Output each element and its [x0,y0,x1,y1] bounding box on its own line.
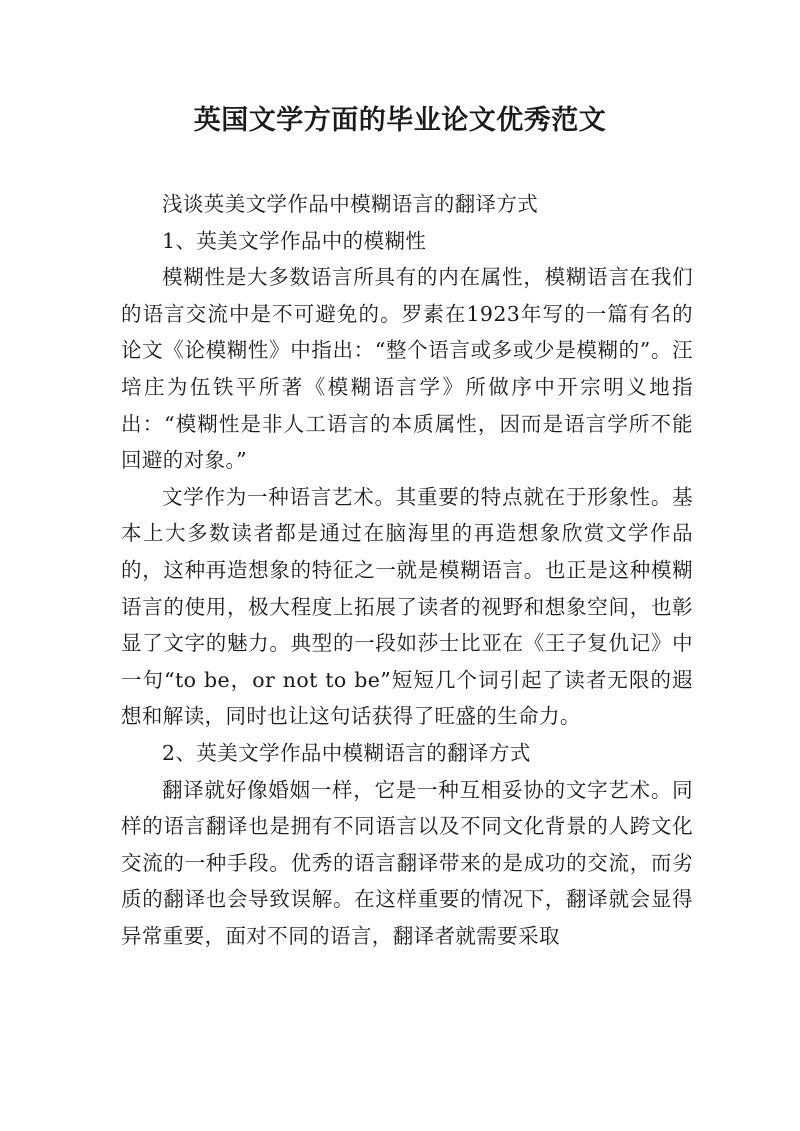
body-paragraph: 翻译就好像婚姻一样，它是一种互相妥协的文字艺术。同样的语言翻译也是拥有不同语言以及不同文化背景的人跨文化交流的一种手段。优秀的语言翻译带来的是成功的交流，而劣质的翻译也会导致误解。在这样重要的情况下，翻译就会显得异常重要，面对不同的语言，翻译者就需要采取 [121,777,693,948]
section-heading-2: 2、英美文学作品中模糊语言的翻译方式 [162,740,531,765]
document-title: 英国文学方面的毕业论文优秀范文 [193,105,607,136]
article-subtitle: 浅谈英美文学作品中模糊语言的翻译方式 [162,192,539,216]
document-body [121,186,693,954]
body-paragraph: 文学作为一种语言艺术。其重要的特点就在于形象性。基本上大多数读者都是通过在脑海里的再造想象欣赏文学作品的，这种再造想象的特征之一就是模糊语言。也正是这种模糊语言的使用，极大程度上拓展了读者的视野和想象空间，也彰显了文字的魅力。典型的一段如莎士比亚在《王子复仇记》中一句“to be，or not to be”短短几个词引起了读者无限的遐想和解读，同时也让这句话获得了旺盛的生命力。 [121,484,693,729]
body-paragraph: 模糊性是大多数语言所具有的内在属性，模糊语言在我们的语言交流中是不可避免的。罗素在1923年写的一篇有名的论文《论模糊性》中指出：“整个语言或多或少是模糊的”。汪培庄为伍铁平所著《模糊语言学》所做序中开宗明义地指出：“模糊性是非人工语言的本质属性，因而是语言学所不能回避的对象。” [121,265,693,473]
section-heading-1: 1、英美文学作品中的模糊性 [162,228,427,253]
